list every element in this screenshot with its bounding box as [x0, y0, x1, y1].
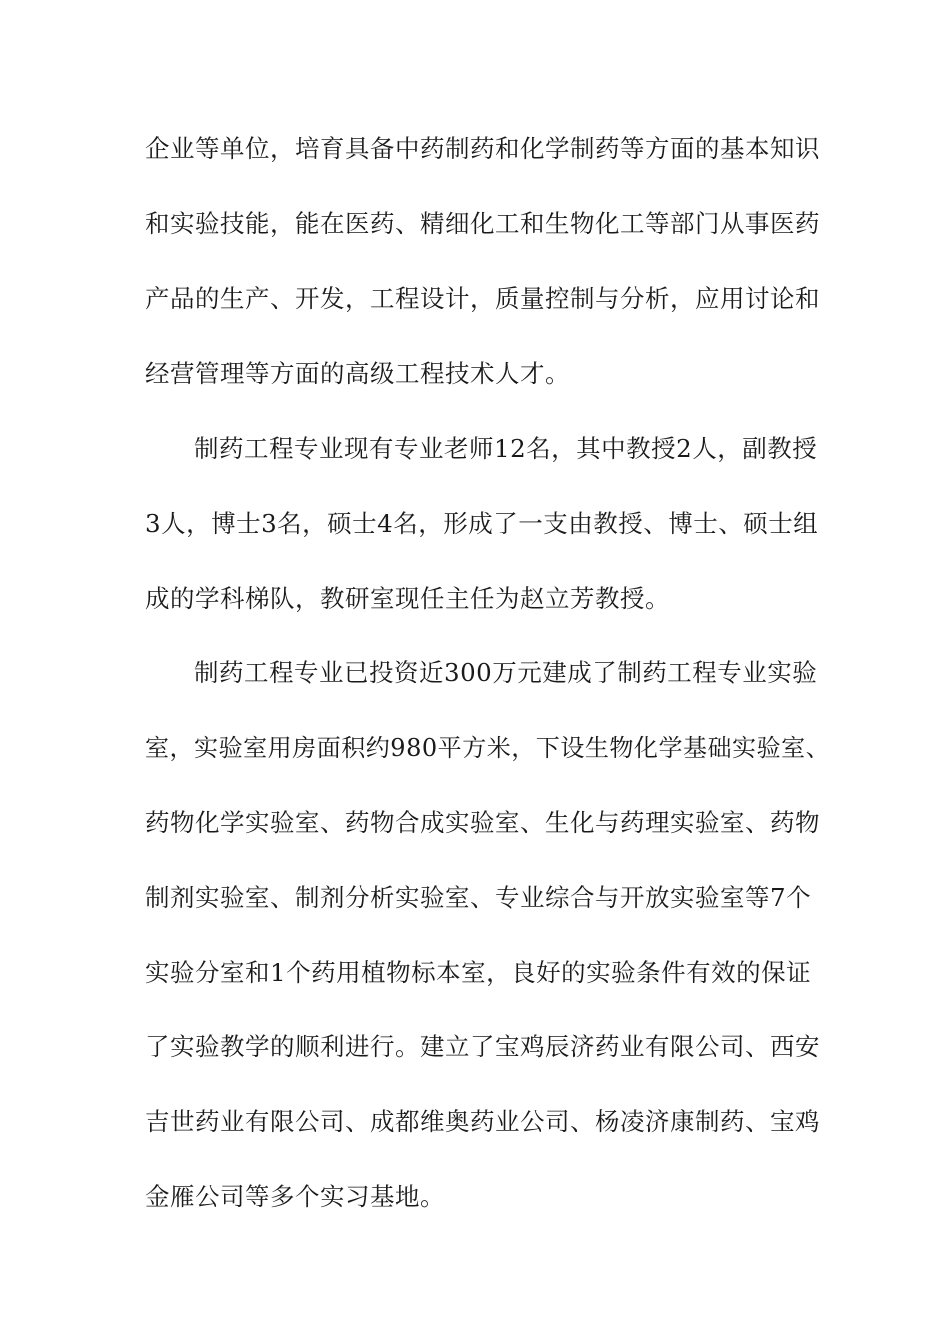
paragraph-line: 产品的生产、开发，工程设计，质量控制与分析，应用讨论和 — [145, 284, 820, 313]
paragraph-line: 经营管理等方面的高级工程技术人才。 — [145, 359, 570, 388]
paragraph-line: 制药工程专业已投资近300万元建成了制药工程专业实验 — [194, 658, 818, 687]
paragraph-line: 和实验技能，能在医药、精细化工和生物化工等部门从事医药 — [145, 209, 820, 238]
paragraph-line: 制剂实验室、制剂分析实验室、专业综合与开放实验室等7个 — [145, 883, 812, 912]
paragraph-line: 3人，博士3名，硕士4名，形成了一支由教授、博士、硕士组 — [145, 509, 819, 538]
paragraph-line: 金雁公司等多个实习基地。 — [145, 1182, 445, 1211]
paragraph-line: 吉世药业有限公司、成都维奥药业公司、杨凌济康制药、宝鸡 — [145, 1107, 820, 1136]
paragraph-line: 企业等单位，培育具备中药制药和化学制药等方面的基本知识 — [145, 134, 820, 163]
paragraph-line: 制药工程专业现有专业老师12名，其中教授2人，副教授 — [194, 434, 818, 463]
paragraph-line: 了实验教学的顺利进行。建立了宝鸡辰济药业有限公司、西安 — [145, 1032, 820, 1061]
paragraph-line: 成的学科梯队，教研室现任主任为赵立芳教授。 — [145, 584, 670, 613]
paragraph-line: 实验分室和1个药用植物标本室，良好的实验条件有效的保证 — [145, 958, 812, 987]
paragraph-line: 室，实验室用房面积约980平方米，下设生物化学基础实验室、 — [145, 734, 831, 762]
paragraph-line: 药物化学实验室、药物合成实验室、生化与药理实验室、药物 — [145, 808, 820, 837]
